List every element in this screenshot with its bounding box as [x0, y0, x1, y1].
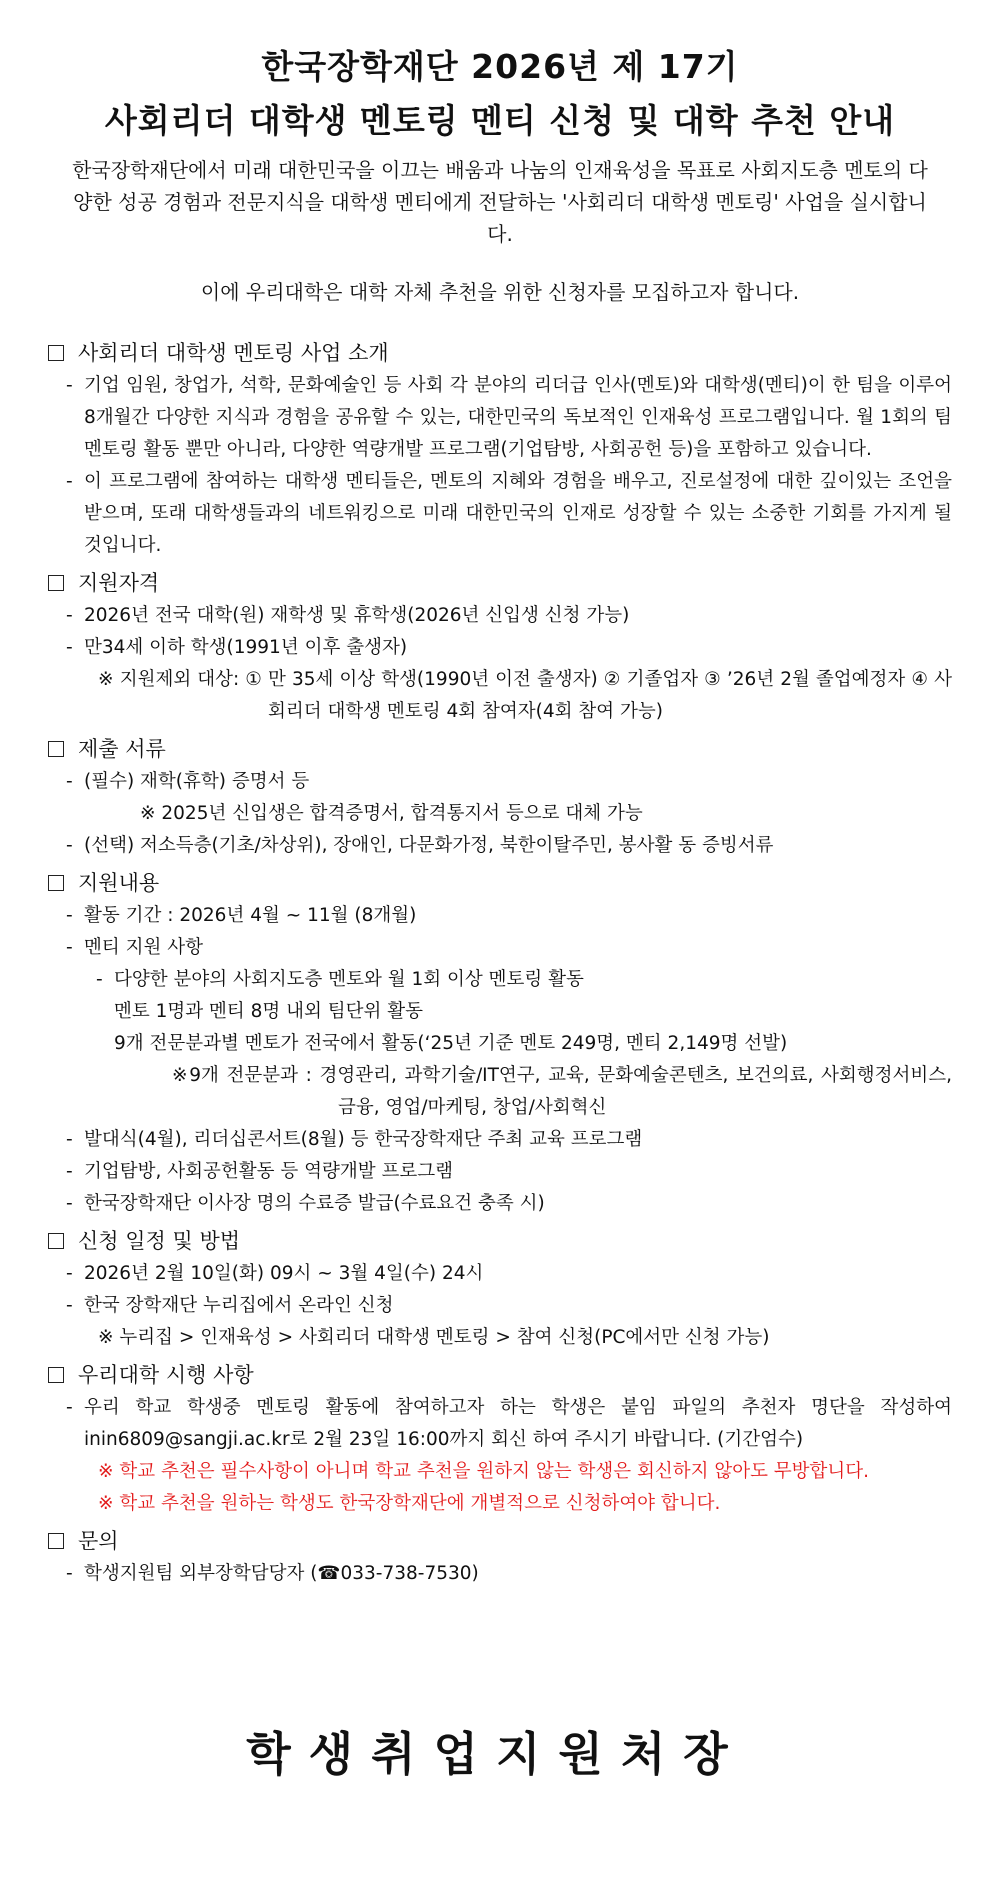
list-item	[48, 632, 952, 664]
list-item	[48, 1258, 952, 1290]
list-item-text: 우리 학교 학생중 멘토링 활동에 참여하고자 하는 학생은 붙임 파일의 추천자 명단을 작성하여 inin6809@sangji.ac.kr로 2월 23일 16:00까지 회신 하여 주시기 바랍니다. (기간엄수)	[84, 1397, 952, 1450]
title-line-2: 사회리더 대학생 멘토링 멘티 신청 및 대학 추천 안내	[104, 101, 896, 140]
title-line-1: 한국장학재단 2026년 제 17기	[261, 47, 739, 86]
list-item-text: 기업탐방, 사회공헌활동 등 역량개발 프로그램	[84, 1161, 453, 1182]
section-support	[48, 866, 952, 1220]
list-item-text: 멘티 지원 사항	[84, 937, 203, 958]
section-schedule	[48, 1224, 952, 1354]
issuer-signature: 학생취업지원처장	[246, 1727, 746, 1781]
intro-paragraph: 한국장학재단에서 미래 대한민국을 이끄는 배움과 나눔의 인재육성을 목표로 사회지도층 멘토의 다양한 성공 경험과 전문지식을 대학생 멘티에게 전달하는 '사회리더 대학생 멘토링' 사업을 실시합니다.	[72, 158, 928, 246]
section-heading	[48, 566, 952, 600]
checkbox-icon	[48, 741, 64, 757]
dash-marker: -	[66, 637, 73, 658]
list-item	[48, 1392, 952, 1456]
sub-list-item-text: 멘토 1명과 멘티 8명 내외 팀단위 활동	[114, 1001, 424, 1022]
list-item	[48, 830, 952, 862]
section-title: 지원내용	[78, 871, 160, 895]
list-item	[48, 1156, 952, 1188]
section-eligibility	[48, 566, 952, 728]
section-title: 우리대학 시행 사항	[78, 1363, 254, 1387]
divisions-note: ※9개 전문분과 : 경영관리, 과학기술/IT연구, 교육, 문화예술콘텐츠, 보건의료, 사회행정서비스, 금융, 영업/마케팅, 창업/사회혁신	[172, 1065, 952, 1118]
section-documents	[48, 732, 952, 862]
list-item-text: 한국장학재단 이사장 명의 수료증 발급(수료요건 충족 시)	[84, 1193, 545, 1214]
dash-marker: -	[96, 969, 103, 990]
list-item-text: 활동 기간 : 2026년 4월 ~ 11월 (8개월)	[84, 905, 417, 926]
dash-marker: -	[66, 937, 73, 958]
list-item	[48, 1290, 952, 1322]
section-title: 문의	[78, 1529, 119, 1553]
dash-marker: -	[66, 1295, 73, 1316]
dash-marker: -	[66, 605, 73, 626]
list-item	[48, 900, 952, 932]
section-heading	[48, 1358, 952, 1392]
checkbox-icon	[48, 1367, 64, 1383]
list-item-text: 2026년 전국 대학(원) 재학생 및 휴학생(2026년 신입생 신청 가능)	[84, 605, 630, 626]
sub-list-item-text: 다양한 분야의 사회지도층 멘토와 월 1회 이상 멘토링 활동	[114, 969, 584, 990]
dash-marker: -	[66, 1263, 73, 1284]
dash-marker: -	[66, 835, 73, 856]
list-item-text: 2026년 2월 10일(화) 09시 ~ 3월 4일(수) 24시	[84, 1263, 484, 1284]
list-item	[48, 766, 952, 798]
list-item	[48, 466, 952, 562]
list-item-text: 이 프로그램에 참여하는 대학생 멘티들은, 멘토의 지혜와 경험을 배우고, 진로설정에 대한 깊이있는 조언을 받으며, 또래 대학생들과의 네트워킹으로 미래 대한민국의 인재로 성장할 수 있는 소중한 기회를 가지게 될 것입니다.	[84, 471, 952, 556]
list-item-text: 한국 장학재단 누리집에서 온라인 신청	[84, 1295, 394, 1316]
checkbox-icon	[48, 1233, 64, 1249]
freshman-note: ※ 2025년 신입생은 합격증명서, 합격통지서 등으로 대체 가능	[140, 803, 643, 824]
dash-marker: -	[66, 1129, 73, 1150]
checkbox-icon	[48, 575, 64, 591]
section-heading	[48, 732, 952, 766]
dash-marker: -	[66, 905, 73, 926]
sub-list-item-text: 9개 전문분과별 멘토가 전국에서 활동(‘25년 기준 멘토 249명, 멘티 2,149명 선발)	[114, 1033, 788, 1054]
dash-marker: -	[66, 1161, 73, 1182]
list-item	[48, 1124, 952, 1156]
list-item	[48, 932, 952, 964]
section-university-procedure	[48, 1358, 952, 1520]
list-item	[48, 1188, 952, 1220]
section-heading	[48, 866, 952, 900]
section-title: 사회리더 대학생 멘토링 사업 소개	[78, 341, 389, 365]
intro-recruit-notice: 이에 우리대학은 대학 자체 추천을 위한 신청자를 모집하고자 합니다.	[200, 280, 800, 304]
list-item-text: (필수) 재학(휴학) 증명서 등	[84, 771, 310, 792]
section-title: 제출 서류	[78, 737, 166, 761]
section-heading	[48, 1524, 952, 1558]
list-item	[48, 1558, 952, 1590]
list-item-text: 만34세 이하 학생(1991년 이후 출생자)	[84, 637, 408, 658]
dash-marker: -	[66, 375, 73, 396]
dash-marker: -	[66, 1397, 73, 1418]
list-item-text: 기업 임원, 창업가, 석학, 문화예술인 등 사회 각 분야의 리더급 인사(멘토)와 대학생(멘티)이 한 팀을 이루어 8개월간 다양한 지식과 경험을 공유할 수 있는, 대한민국의 독보적인 인재육성 프로그램입니다. 월 1회의 팀멘토링 활동 뿐만 아니라, 다양한 역량개발 프로그램(기업탐방, 사회공헌 등)을 포함하고 있습니다.	[84, 375, 952, 460]
list-item	[48, 370, 952, 466]
list-item-text: 발대식(4월), 리더십콘서트(8월) 등 한국장학재단 주최 교육 프로그램	[84, 1129, 643, 1150]
sub-list-item	[48, 1028, 952, 1060]
checkbox-icon	[48, 1533, 64, 1549]
dash-marker: -	[66, 1193, 73, 1214]
section-program-intro	[48, 336, 952, 562]
dash-marker: -	[66, 771, 73, 792]
section-title: 신청 일정 및 방법	[78, 1229, 241, 1253]
sub-list-item	[48, 964, 952, 996]
checkbox-icon	[48, 875, 64, 891]
checkbox-icon	[48, 345, 64, 361]
contact-text: 학생지원팀 외부장학담당자 (☎033-738-7530)	[84, 1563, 479, 1584]
list-item	[48, 600, 952, 632]
section-heading	[48, 336, 952, 370]
red-notice: ※ 학교 추천은 필수사항이 아니며 학교 추천을 원하지 않는 학생은 회신하지 않아도 무방합니다.	[98, 1461, 870, 1482]
section-contact	[48, 1524, 952, 1590]
exclusion-note: ※ 지원제외 대상: ① 만 35세 이상 학생(1990년 이전 출생자) ② 기졸업자 ③ ’26년 2월 졸업예정자 ④ 사회리더 대학생 멘토링 4회 참여자(4회 참여 가능)	[98, 669, 952, 722]
red-notice: ※ 학교 추천을 원하는 학생도 한국장학재단에 개별적으로 신청하여야 합니다.	[98, 1493, 721, 1514]
section-title: 지원자격	[78, 571, 160, 595]
sub-list-item	[48, 996, 952, 1028]
dash-marker: -	[66, 471, 73, 492]
section-heading	[48, 1224, 952, 1258]
apply-path-note: ※ 누리집 > 인재육성 > 사회리더 대학생 멘토링 > 참여 신청(PC에서만 신청 가능)	[98, 1327, 770, 1348]
list-item-text: (선택) 저소득층(기초/차상위), 장애인, 다문화가정, 북한이탈주민, 봉사활 동 증빙서류	[84, 835, 774, 856]
dash-marker: -	[66, 1563, 73, 1584]
